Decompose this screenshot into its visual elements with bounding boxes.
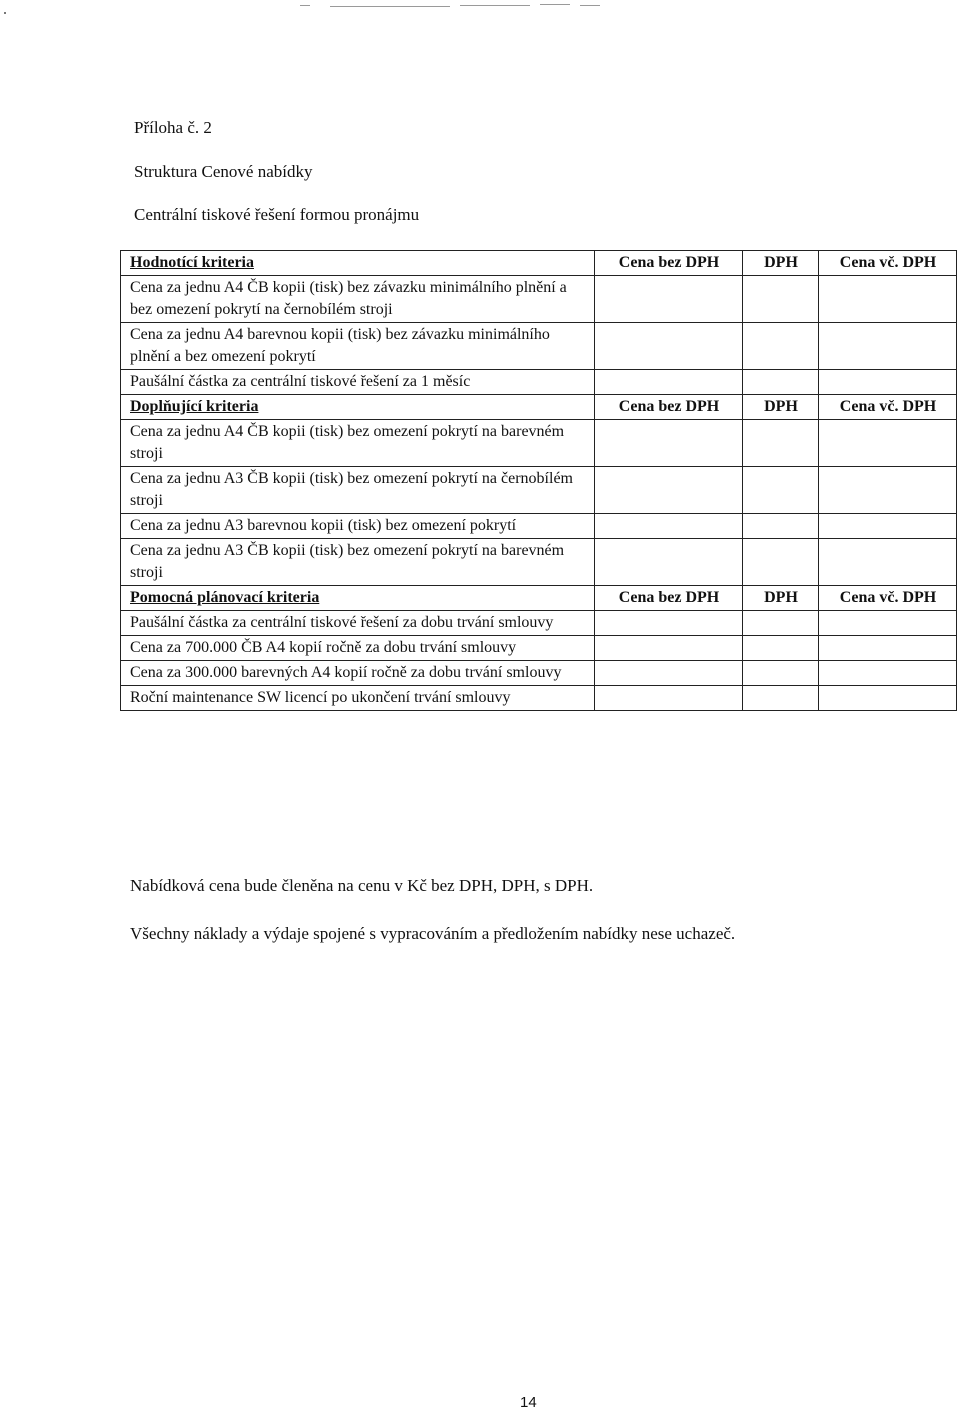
price-without-vat-cell [595, 636, 743, 661]
vat-cell [743, 686, 819, 711]
scan-speck [4, 12, 6, 14]
table-row [121, 276, 957, 323]
price-without-vat-cell [595, 686, 743, 711]
column-price-with-vat: Cena vč. DPH [819, 586, 957, 611]
table-row [121, 611, 957, 636]
price-with-vat-cell [819, 611, 957, 636]
scan-artifact [300, 2, 620, 10]
price-structure-table [120, 250, 957, 711]
price-with-vat-cell [819, 323, 957, 370]
vat-cell [743, 611, 819, 636]
page-number: 14 [520, 1394, 537, 1411]
document-title: Struktura Cenové nabídky [134, 162, 313, 181]
section-header-row [121, 586, 957, 611]
column-price-without-vat: Cena bez DPH [595, 251, 743, 276]
table-row [121, 539, 957, 586]
table-row [121, 467, 957, 514]
price-without-vat-cell [595, 323, 743, 370]
price-without-vat-cell [595, 420, 743, 467]
price-with-vat-cell [819, 370, 957, 395]
annex-title: Příloha č. 2 [134, 118, 212, 137]
vat-cell [743, 323, 819, 370]
price-with-vat-cell [819, 420, 957, 467]
price-with-vat-cell [819, 636, 957, 661]
table-row [121, 323, 957, 370]
vat-cell [743, 661, 819, 686]
price-with-vat-cell [819, 661, 957, 686]
vat-cell [743, 370, 819, 395]
price-without-vat-cell [595, 467, 743, 514]
section-header-row [121, 251, 957, 276]
price-with-vat-cell [819, 467, 957, 514]
column-price-without-vat: Cena bez DPH [595, 395, 743, 420]
table-row [121, 514, 957, 539]
table-row [121, 420, 957, 467]
price-with-vat-cell [819, 276, 957, 323]
table-row [121, 636, 957, 661]
item-label: Cena za jednu A3 ČB kopii (tisk) bez omezení pokrytí na černobílém stroji [121, 467, 595, 514]
column-vat: DPH [743, 395, 819, 420]
section-heading: Hodnotící kriteria [121, 251, 595, 276]
column-price-with-vat: Cena vč. DPH [819, 395, 957, 420]
item-label: Cena za jednu A3 ČB kopii (tisk) bez omezení pokrytí na barevném stroji [121, 539, 595, 586]
price-with-vat-cell [819, 686, 957, 711]
vat-cell [743, 636, 819, 661]
item-label: Roční maintenance SW licencí po ukončení trvání smlouvy [121, 686, 595, 711]
price-with-vat-cell [819, 539, 957, 586]
section-heading: Pomocná plánovací kriteria [121, 586, 595, 611]
vat-cell [743, 514, 819, 539]
price-without-vat-cell [595, 661, 743, 686]
table-row [121, 661, 957, 686]
item-label: Cena za 300.000 barevných A4 kopií ročně za dobu trvání smlouvy [121, 661, 595, 686]
price-without-vat-cell [595, 611, 743, 636]
item-label: Cena za jednu A4 barevnou kopii (tisk) bez závazku minimálního plnění a bez omezení pokrytí [121, 323, 595, 370]
item-label: Cena za 700.000 ČB A4 kopií ročně za dobu trvání smlouvy [121, 636, 595, 661]
price-without-vat-cell [595, 539, 743, 586]
vat-cell [743, 539, 819, 586]
price-with-vat-cell [819, 514, 957, 539]
column-price-with-vat: Cena vč. DPH [819, 251, 957, 276]
section-heading: Doplňující kriteria [121, 395, 595, 420]
section-header-row [121, 395, 957, 420]
table-row [121, 686, 957, 711]
price-without-vat-cell [595, 514, 743, 539]
vat-cell [743, 276, 819, 323]
item-label: Cena za jednu A4 ČB kopii (tisk) bez závazku minimálního plnění a bez omezení pokrytí na černobílém stroji [121, 276, 595, 323]
column-price-without-vat: Cena bez DPH [595, 586, 743, 611]
costs-note: Všechny náklady a výdaje spojené s vypracováním a předložením nabídky nese uchazeč. [130, 924, 736, 943]
column-vat: DPH [743, 586, 819, 611]
item-label: Cena za jednu A3 barevnou kopii (tisk) bez omezení pokrytí [121, 514, 595, 539]
document-subtitle: Centrální tiskové řešení formou pronájmu [134, 205, 420, 224]
item-label: Cena za jednu A4 ČB kopii (tisk) bez omezení pokrytí na barevném stroji [121, 420, 595, 467]
vat-cell [743, 420, 819, 467]
item-label: Paušální částka za centrální tiskové řešení za dobu trvání smlouvy [121, 611, 595, 636]
table-row [121, 370, 957, 395]
item-label: Paušální částka za centrální tiskové řešení za 1 měsíc [121, 370, 595, 395]
column-vat: DPH [743, 251, 819, 276]
vat-cell [743, 467, 819, 514]
price-note: Nabídková cena bude členěna na cenu v Kč bez DPH, DPH, s DPH. [130, 876, 594, 895]
price-without-vat-cell [595, 370, 743, 395]
price-without-vat-cell [595, 276, 743, 323]
